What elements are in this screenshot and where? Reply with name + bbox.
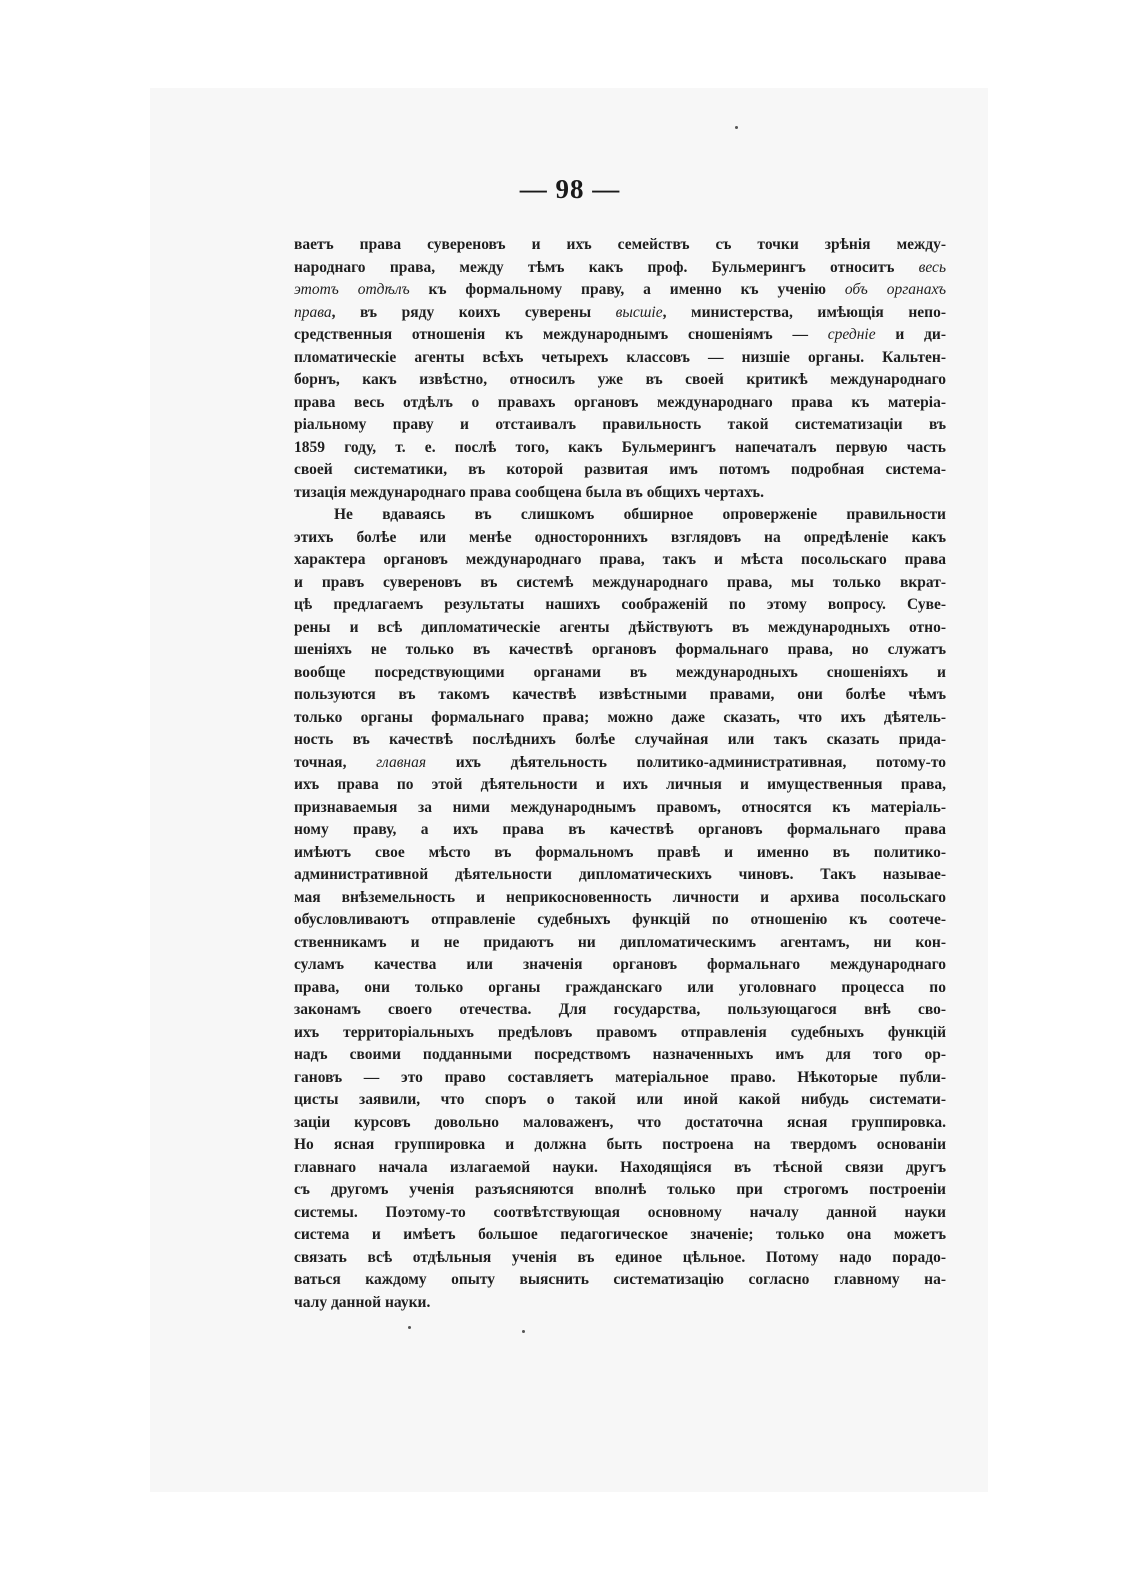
text-segment: имѣютъ свое мѣсто въ формальномъ правѣ и именно въ политико- bbox=[294, 843, 946, 861]
text-segment: цѣ предлагаемъ результаты нашихъ соображеній по этому вопросу. Суве- bbox=[294, 596, 946, 613]
text-segment: и правъ сувереновъ въ системѣ международнаго права, мы только вкрат- bbox=[294, 573, 946, 591]
text-segment: только органы формальнаго права; можно даже сказать, что ихъ дѣятель- bbox=[294, 708, 946, 726]
text-line bbox=[294, 594, 946, 617]
text-line bbox=[294, 257, 946, 280]
body-text bbox=[294, 234, 946, 1314]
text-line bbox=[294, 302, 946, 325]
text-segment: Не вдаваясь въ слишкомъ обширное опроверженіе правильности bbox=[334, 506, 946, 523]
text-line bbox=[294, 527, 946, 550]
text-line bbox=[294, 617, 946, 640]
text-segment: народнаго права, между тѣмъ какъ проф. Бульмерингъ относитъ bbox=[294, 258, 919, 276]
text-segment: шеніяхъ не только въ качествѣ органовъ формальнаго права, но служатъ bbox=[294, 641, 946, 658]
text-segment: ваетъ права сувереновъ и ихъ семействъ съ точки зрѣнія между- bbox=[294, 236, 946, 253]
page-number: — 98 — bbox=[519, 174, 621, 204]
text-line bbox=[294, 1022, 946, 1045]
text-segment: цисты заявили, что споръ о такой или иной какой нибудь системати- bbox=[294, 1091, 946, 1108]
text-segment: этихъ болѣе или менѣе одностороннихъ взглядовъ на опредѣленіе какъ bbox=[294, 528, 946, 546]
text-segment: суламъ качества или значенія органовъ формальнаго международнаго bbox=[294, 956, 946, 973]
text-line bbox=[294, 684, 946, 707]
text-line bbox=[294, 954, 946, 977]
text-segment: къ формальному праву, а именно къ ученію bbox=[409, 281, 845, 298]
text-segment: мая внѣземельность и неприкосновенность личности и архива посольскаго bbox=[294, 888, 946, 906]
text-segment: гановъ — это право составляетъ матеріальное право. Нѣкоторые публи- bbox=[294, 1068, 946, 1086]
text-segment: рены и всѣ дипломатическіе агенты дѣйствуютъ въ международныхъ отно- bbox=[294, 618, 946, 636]
text-segment: своей систематики, въ которой развитая имъ потомъ подробная система- bbox=[294, 461, 946, 478]
text-segment: , въ ряду коихъ суверены bbox=[331, 303, 616, 321]
text-line bbox=[294, 1157, 946, 1180]
italic-phrase: объ органахъ bbox=[844, 281, 946, 298]
text-segment: ственникамъ и не придаютъ ни дипломатическимъ агентамъ, ни кон- bbox=[294, 933, 946, 951]
paragraph bbox=[294, 234, 946, 504]
text-segment: вообще посредствующими органами въ международныхъ сношеніяхъ и bbox=[294, 663, 946, 681]
text-segment: ихъ дѣятельность политико-административная, потому-то bbox=[426, 753, 946, 771]
text-segment: борнъ, какъ извѣстно, относилъ уже въ своей критикѣ международнаго bbox=[294, 371, 946, 388]
italic-phrase: этотъ отдѣлъ bbox=[294, 281, 410, 298]
text-segment: права весь отдѣлъ о правахъ органовъ международнаго права къ матеріа- bbox=[294, 393, 946, 411]
paragraph bbox=[294, 504, 946, 1314]
text-segment: Но ясная группировка и должна быть построена на твердомъ основаніи bbox=[294, 1136, 946, 1153]
text-segment: главнаго начала излагаемой науки. Находящіяся въ тѣсной связи другъ bbox=[294, 1158, 946, 1176]
text-line bbox=[294, 729, 946, 752]
text-segment: административной дѣятельности дипломатическихъ чиновъ. Такъ называе- bbox=[294, 866, 946, 883]
text-segment: характера органовъ международнаго права, такъ и мѣста посольскаго права bbox=[294, 551, 946, 568]
italic-phrase: главная bbox=[376, 753, 427, 771]
text-segment: точная, bbox=[294, 753, 377, 771]
text-line bbox=[294, 369, 946, 392]
text-line bbox=[294, 842, 946, 865]
text-segment: системы. Поэтому-то соотвѣтствующая основному началу данной науки bbox=[294, 1203, 946, 1221]
text-line bbox=[294, 572, 946, 595]
text-segment: тизація международнаго права сообщена была въ общихъ чертахъ. bbox=[294, 483, 764, 501]
italic-phrase: весь bbox=[918, 258, 946, 276]
text-segment: ихъ территоріальныхъ предѣловъ правомъ отправленія судебныхъ функцій bbox=[294, 1023, 946, 1041]
text-line bbox=[294, 932, 946, 955]
text-segment: система и имѣетъ большое педагогическое значеніе; только она можетъ bbox=[294, 1226, 946, 1243]
text-segment: и ди- bbox=[875, 326, 946, 343]
text-line bbox=[294, 1269, 946, 1292]
text-line bbox=[294, 752, 946, 775]
text-segment: надъ своими подданными посредствомъ назначенныхъ имъ для того ор- bbox=[294, 1046, 946, 1063]
text-segment: ріальному праву и отстаивалъ правильность такой систематизаціи въ bbox=[294, 416, 946, 433]
text-line bbox=[294, 347, 946, 370]
italic-phrase: средніе bbox=[827, 326, 876, 343]
text-line bbox=[294, 437, 946, 460]
text-segment: ность въ качествѣ послѣднихъ болѣе случайная или такъ сказать прида- bbox=[294, 731, 946, 748]
text-line bbox=[294, 1292, 946, 1315]
text-line bbox=[294, 639, 946, 662]
text-line bbox=[294, 774, 946, 797]
text-line bbox=[294, 459, 946, 482]
text-line bbox=[294, 1224, 946, 1247]
text-line bbox=[294, 909, 946, 932]
text-line bbox=[294, 392, 946, 415]
text-line bbox=[294, 1179, 946, 1202]
text-segment: пломатическіе агенты всѣхъ четырехъ классовъ — низшіе органы. Кальтен- bbox=[294, 348, 946, 366]
text-line bbox=[294, 819, 946, 842]
text-line bbox=[294, 707, 946, 730]
text-segment: пользуются въ такомъ качествѣ извѣстными правами, они болѣе чѣмъ bbox=[294, 686, 946, 703]
text-line bbox=[294, 549, 946, 572]
text-line bbox=[294, 504, 946, 527]
scan-speck bbox=[408, 1326, 411, 1329]
text-line bbox=[294, 414, 946, 437]
text-line bbox=[294, 999, 946, 1022]
text-line bbox=[294, 977, 946, 1000]
text-line bbox=[294, 482, 946, 505]
text-line bbox=[294, 797, 946, 820]
text-line bbox=[294, 1089, 946, 1112]
text-segment: ваться каждому опыту выяснить систематизацію согласно главному на- bbox=[294, 1271, 946, 1288]
text-line bbox=[294, 864, 946, 887]
scan-speck bbox=[522, 1330, 525, 1333]
text-line bbox=[294, 1067, 946, 1090]
text-segment: чалу данной науки. bbox=[294, 1293, 431, 1311]
text-segment: обусловливаютъ отправленіе судебныхъ функцій по отношенію къ соотече- bbox=[294, 911, 946, 928]
text-segment: 1859 году, т. е. послѣ того, какъ Бульмерингъ напечаталъ первую часть bbox=[294, 438, 946, 456]
text-segment: съ другомъ ученія разъясняются вполнѣ только при строгомъ построеніи bbox=[294, 1181, 946, 1198]
text-segment: , министерства, имѣющія непо- bbox=[662, 303, 946, 321]
text-line bbox=[294, 1044, 946, 1067]
text-line bbox=[294, 234, 946, 257]
text-segment: ному праву, а ихъ права въ качествѣ органовъ формальнаго права bbox=[294, 821, 946, 838]
text-line bbox=[294, 887, 946, 910]
text-line bbox=[294, 1134, 946, 1157]
italic-phrase: права bbox=[294, 303, 332, 321]
text-segment: законамъ своего отечества. Для государства, пользующагося внѣ сво- bbox=[294, 1001, 946, 1018]
text-segment: заціи курсовъ довольно маловаженъ, что достаточна ясная группировка. bbox=[294, 1113, 946, 1131]
text-line bbox=[294, 1112, 946, 1135]
italic-phrase: высшіе bbox=[615, 303, 663, 321]
text-segment: средственныя отношенія къ международнымъ сношеніямъ — bbox=[294, 326, 828, 343]
text-segment: связать всѣ отдѣльныя ученія въ единое цѣльное. Потому надо порадо- bbox=[294, 1248, 946, 1266]
text-segment: ихъ права по этой дѣятельности и ихъ личныя и имущественныя права, bbox=[294, 776, 946, 793]
text-line bbox=[294, 662, 946, 685]
text-line bbox=[294, 324, 946, 347]
text-line bbox=[294, 1202, 946, 1225]
scan-speck bbox=[735, 126, 738, 129]
text-line bbox=[294, 1247, 946, 1270]
text-segment: права, они только органы гражданскаго или уголовнаго процесса по bbox=[294, 978, 946, 996]
text-segment: признаваемыя за ними международнымъ правомъ, относятся къ матеріаль- bbox=[294, 798, 946, 816]
text-line bbox=[294, 279, 946, 302]
